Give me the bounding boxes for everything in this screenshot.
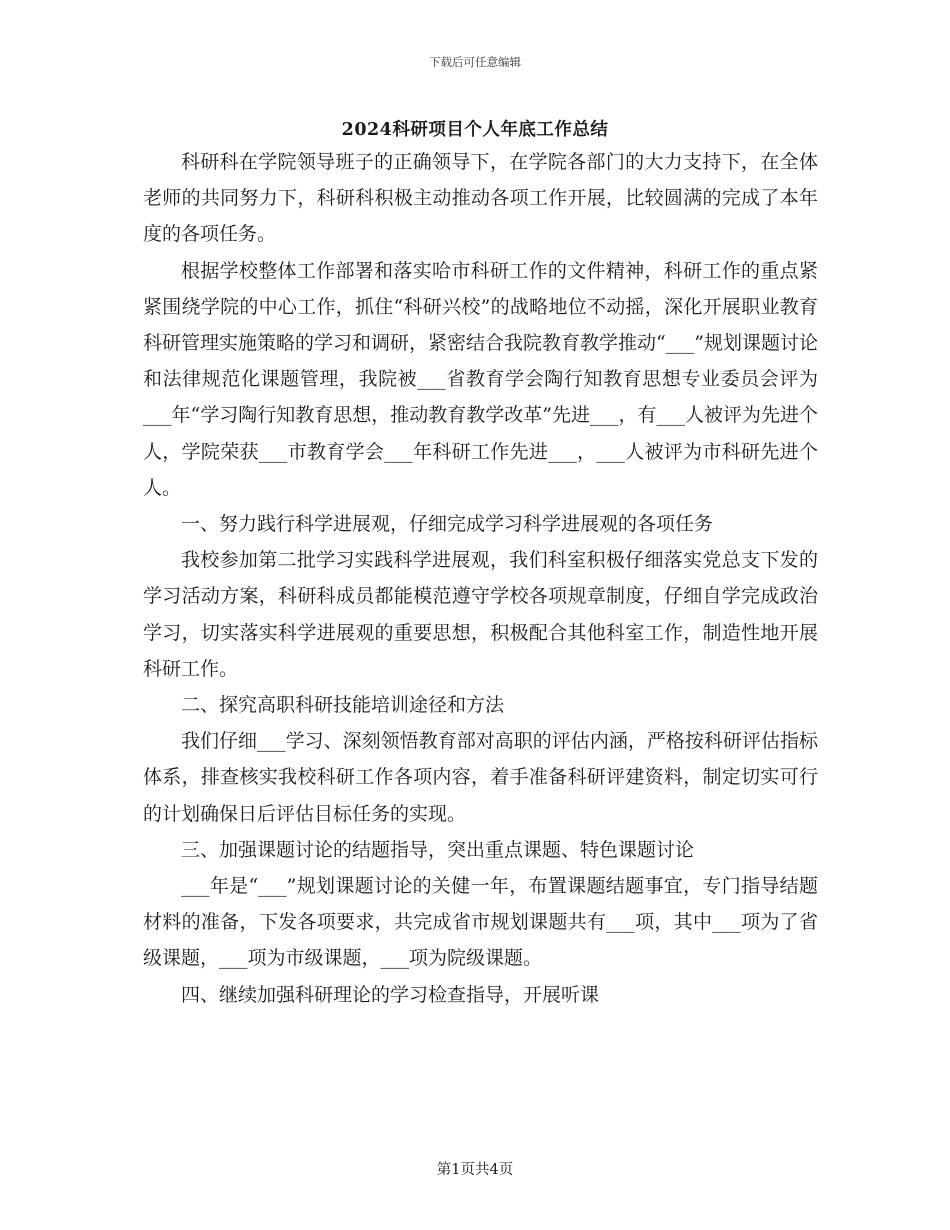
header-note: 下载后可任意编辑 [429,55,521,69]
document-body [143,144,818,1013]
paragraph-section-2: 我们仔细___学习、深刻领悟教育部对高职的评估内涵，严格按科研评估指标体系，排查核实我校科研工作各项内容，着手准备科研评建资料，制定切实可行的计划确保日后评估目标任务的实现。 [143,730,818,825]
paragraph-section-1: 我校参加第二批学习实践科学进展观，我们科室积极仔细落实党总支下发的学习活动方案，科研科成员都能模范遵守学校各项规章制度，仔细自学完成政治学习，切实落实科学进展观的重要思想，积极配合其他科室工作，制造性地开展科研工作。 [143,549,818,680]
section-heading-2: 二、探究高职科研技能培训途径和方法 [181,694,505,717]
paragraph-intro: 科研科在学院领导班子的正确领导下，在学院各部门的大力支持下，在全体老师的共同努力下，科研科积极主动推动各项工作开展，比较圆满的完成了本年度的各项任务。 [143,151,818,246]
section-heading-4: 四、继续加强科研理论的学习检查指导，开展听课 [181,983,600,1006]
paragraph-section-3: ___年是“___”规划课题讨论的关健一年，布置课题结题事宜，专门指导结题材料的准备，下发各项要求，共完成省市规划课题共有___项，其中___项为了省级课题，___项为市级课题，___项为院级课题。 [143,875,818,970]
document-title: 2024科研项目个人年底工作总结 [341,120,609,140]
section-heading-1: 一、努力践行科学进展观，仔细完成学习科学进展观的各项任务 [181,513,714,536]
paragraph-overview: 根据学校整体工作部署和落实哈市科研工作的文件精神，科研工作的重点紧紧围绕学院的中心工作，抓住“科研兴校”的战略地位不动摇，深化开展职业教育科研管理实施策略的学习和调研，紧密结合我院教育教学推动“___”规划课题讨论和法律规范化课题管理，我院被___省教育学会陶行知教育思想专业委员会评为___年“学习陶行知教育思想，推动教育教学改革”先进___，有___人被评为先进个人，学院荣获___市教育学会___年科研工作先进___，___人被评为市科研先进个人。 [143,259,818,499]
page-number: 第1页共4页 [436,1162,514,1178]
section-heading-3: 三、加强课题讨论的结题指导，突出重点课题、特色课题讨论 [181,838,695,861]
